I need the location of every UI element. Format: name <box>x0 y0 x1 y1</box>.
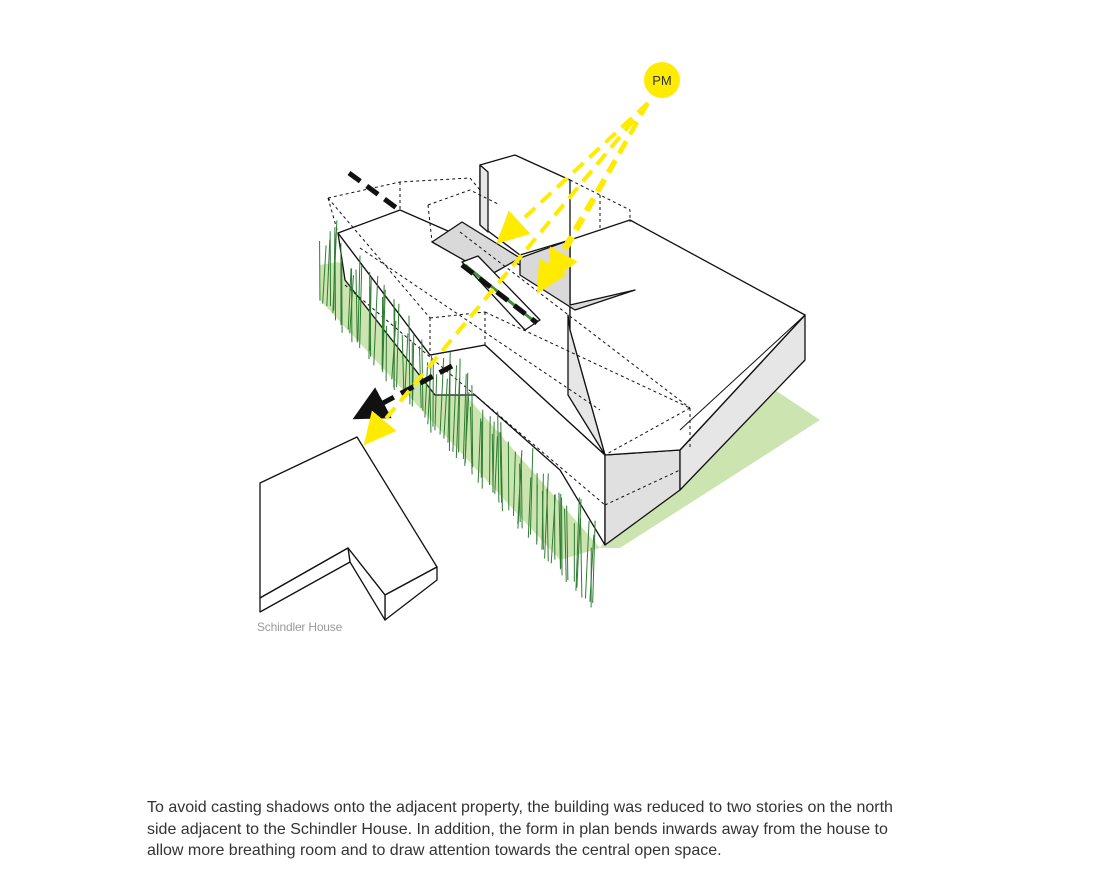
grass-blade <box>562 498 563 576</box>
grass-blade <box>482 410 483 489</box>
grass-blade <box>481 421 482 477</box>
caption-line: side adjacent to the Schindler House. In addition, the form in plan bends inwards away from the house to <box>147 820 888 838</box>
caption-line: To avoid casting shadows onto the adjacent property, the building was reduced to two stories on the north <box>147 799 893 816</box>
schindler-house <box>260 437 437 620</box>
grass-blade <box>489 416 490 485</box>
building-massing <box>338 155 805 545</box>
grass-blade <box>449 361 450 451</box>
caption-line: allow more breathing room and to draw attention towards the central open space. <box>147 842 722 859</box>
grass-blade <box>537 485 538 545</box>
grass-blade <box>335 227 336 320</box>
schindler-house-label: Schindler House <box>257 620 343 634</box>
grass-blade <box>593 521 595 603</box>
sun-marker <box>644 62 680 98</box>
tower-front <box>480 155 570 255</box>
sun-label: PM <box>652 73 672 88</box>
tower-side <box>480 165 488 232</box>
massing-arrow-1 <box>349 173 398 209</box>
house-roof <box>260 437 437 598</box>
caption <box>147 797 997 862</box>
